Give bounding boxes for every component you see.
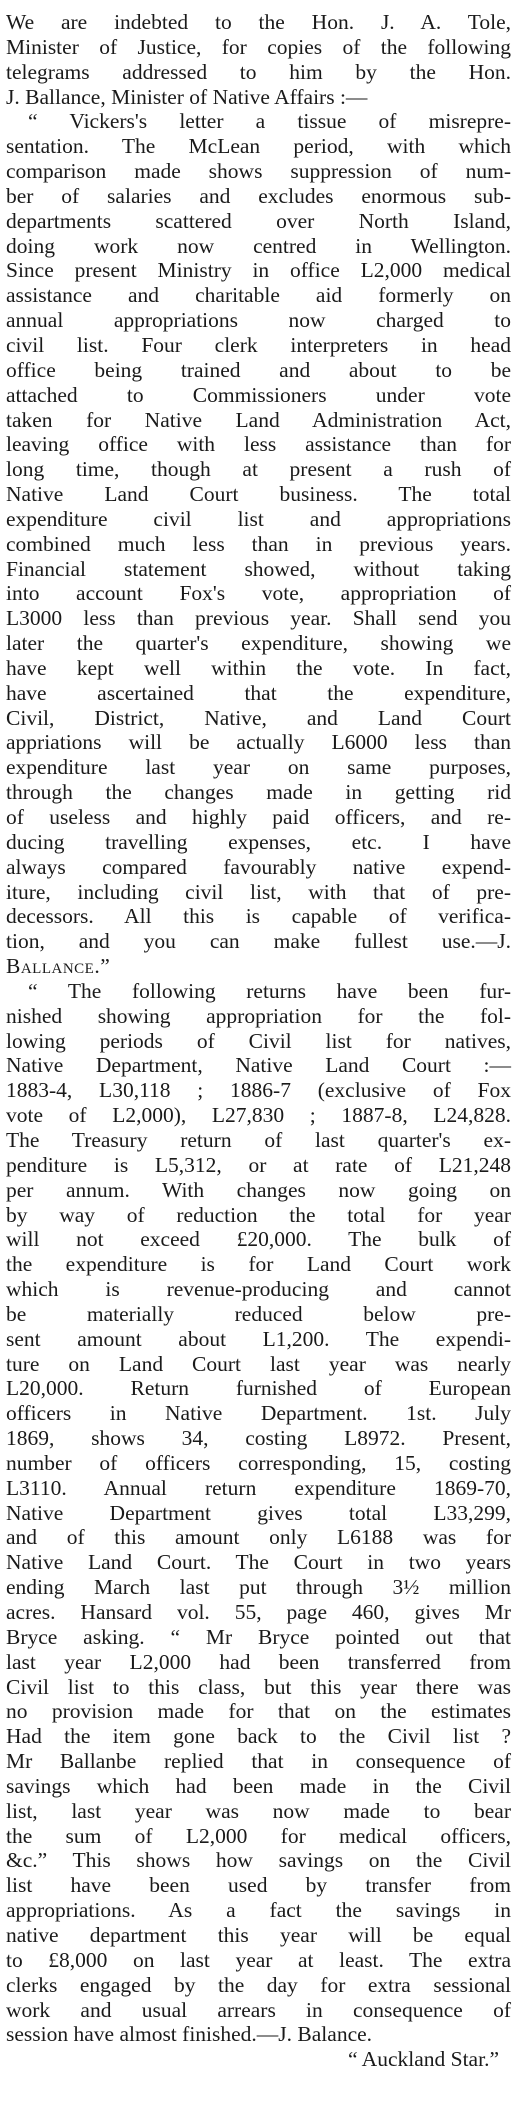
text-line: combined much less than in previous years.	[6, 531, 511, 556]
text-line: officers in Native Department. 1st. July	[6, 1401, 511, 1426]
text-line: to £8,000 on last year at least. The extra	[6, 1947, 511, 1972]
text-line: list have been used by transfer from	[6, 1873, 511, 1898]
text-line: Since present Ministry in office L2,000 medical	[6, 258, 511, 283]
source-attribution	[6, 2047, 511, 2072]
text-line: expenditure civil list and appropriations	[6, 506, 511, 531]
text-line: departments scattered over North Island,	[6, 208, 511, 233]
text-line: taken for Native Land Administration Act,	[6, 407, 511, 432]
text-line: “ Auckland Star.”	[347, 2047, 499, 2072]
text-line: work and usual arrears in consequence of	[6, 1997, 511, 2022]
text-line: 1883-4, L30,118 ; 1886-7 (exclusive of Fox	[6, 1078, 511, 1103]
text-line: of useless and highly paid officers, and re-	[6, 805, 511, 829]
text-line: sent amount about L1,200. The expendi-	[6, 1326, 511, 1351]
text-line: L20,000. Return furnished of European	[6, 1376, 511, 1401]
text-line: Financial statement showed, without taking	[6, 556, 511, 581]
text-line: attached to Commissioners under vote	[6, 382, 511, 407]
text-line: will not exceed £20,000. The bulk of	[6, 1227, 511, 1252]
text-line: acres. Hansard vol. 55, page 460, gives Mr	[6, 1600, 511, 1624]
text-line: ber of salaries and excludes enormous sub-	[6, 183, 511, 208]
text-line: Had the item gone back to the Civil list ?	[6, 1724, 511, 1749]
text-line: Minister of Justice, for copies of the following	[6, 34, 511, 59]
text-line: and of this amount only L6188 was for	[6, 1525, 511, 1550]
text-line: leaving office with less assistance than for	[6, 432, 511, 457]
text-line: have kept well within the vote. In fact,	[6, 655, 511, 680]
text-line: be materially reduced below pre-	[6, 1301, 511, 1326]
text-line: appropriations. As a fact the savings in	[6, 1898, 511, 1923]
text-line: Native Land Court business. The total	[6, 482, 511, 507]
text-line: ture on Land Court last year was nearly	[6, 1351, 511, 1376]
text-line: decessors. All this is capable of verifica-	[6, 904, 511, 929]
text-line: lowing periods of Civil list for natives,	[6, 1028, 511, 1053]
text-line: native department this year will be equal	[6, 1922, 511, 1947]
text-line: penditure is L5,312, or at rate of L21,248	[6, 1152, 511, 1177]
text-line: by way of reduction the total for year	[6, 1202, 511, 1227]
text-line: tion, and you can make fullest use.—J.	[6, 929, 511, 954]
first-telegram-paragraph	[6, 109, 511, 979]
text-line: which is revenue-producing and cannot	[6, 1277, 511, 1302]
text-line: savings which had been made in the Civil	[6, 1773, 511, 1798]
text-line: L3110. Annual return expenditure 1869-70,	[6, 1475, 511, 1500]
text-line: nished showing appropriation for the fol-	[6, 1003, 511, 1028]
text-line: long time, though at present a rush of	[6, 457, 511, 482]
text-line: L3000 less than previous year. Shall send you	[6, 606, 511, 631]
text-line: “ The following returns have been fur-	[28, 978, 511, 1003]
text-line: ending March last put through 3½ million	[6, 1575, 511, 1600]
text-line: appriations will be actually L6000 less than	[6, 730, 511, 755]
text-line: J. Ballance, Minister of Native Affairs :—	[6, 84, 368, 109]
text-line: office being trained and about to be	[6, 357, 511, 382]
text-line: have ascertained that the expenditure,	[6, 680, 511, 705]
text-line: civil list. Four clerk interpreters in head	[6, 332, 511, 357]
text-line: Native Land Court. The Court in two years	[6, 1550, 511, 1575]
text-line: expenditure last year on same purposes,	[6, 755, 511, 780]
text-line: Native Department gives total L33,299,	[6, 1500, 511, 1525]
text-line: always compared favourably native expend-	[6, 854, 511, 879]
text-line: doing work now centred in Wellington.	[6, 233, 511, 258]
text-line: into account Fox's vote, appropriation of	[6, 581, 511, 606]
text-line: clerks engaged by the day for extra sessional	[6, 1972, 511, 1997]
text-line: Native Department, Native Land Court :—	[6, 1053, 511, 1078]
text-line: the expenditure is for Land Court work	[6, 1252, 511, 1277]
newspaper-column	[6, 10, 511, 2072]
text-line: sentation. The McLean period, with which	[6, 134, 511, 159]
text-line: ducing travelling expenses, etc. I have	[6, 829, 511, 854]
text-line: number of officers corresponding, 15, costing	[6, 1450, 511, 1475]
text-line: assistance and charitable aid formerly on	[6, 283, 511, 308]
text-line: The Treasury return of last quarter's ex-	[6, 1127, 511, 1152]
text-line: per annum. With changes now going on	[6, 1177, 511, 1202]
second-telegram-paragraph	[6, 979, 511, 2047]
text-line: iture, including civil list, with that of pre-	[6, 879, 511, 904]
intro-paragraph	[6, 10, 511, 109]
text-line: We are indebted to the Hon. J. A. Tole,	[6, 10, 511, 34]
text-line: Civil, District, Native, and Land Court	[6, 705, 511, 730]
text-line: &c.” This shows how savings on the Civil	[6, 1848, 511, 1873]
text-line: list, last year was now made to bear	[6, 1798, 511, 1823]
text-line: the sum of L2,000 for medical officers,	[6, 1823, 511, 1848]
text-line: comparison made shows suppression of num-	[6, 159, 511, 184]
text-line: Bryce asking. “ Mr Bryce pointed out that	[6, 1624, 511, 1649]
text-line: later the quarter's expenditure, showing we	[6, 631, 511, 656]
text-line: Civil list to this class, but this year there was	[6, 1674, 511, 1699]
text-line: Ballance.”	[6, 954, 111, 979]
text-line: no provision made for that on the estimates	[6, 1699, 511, 1724]
text-line: vote of L2,000), L27,830 ; 1887-8, L24,828.	[6, 1103, 511, 1128]
text-line: annual appropriations now charged to	[6, 308, 511, 333]
text-line: last year L2,000 had been transferred from	[6, 1649, 511, 1674]
text-line: 1869, shows 34, costing L8972. Present,	[6, 1426, 511, 1451]
text-line: telegrams addressed to him by the Hon.	[6, 59, 511, 84]
text-line: through the changes made in getting rid	[6, 780, 511, 805]
text-line: Mr Ballanbe replied that in consequence of	[6, 1749, 511, 1774]
text-line: “ Vickers's letter a tissue of misrepre-	[28, 109, 511, 134]
text-line: session have almost finished.—J. Balance.	[6, 2022, 373, 2047]
